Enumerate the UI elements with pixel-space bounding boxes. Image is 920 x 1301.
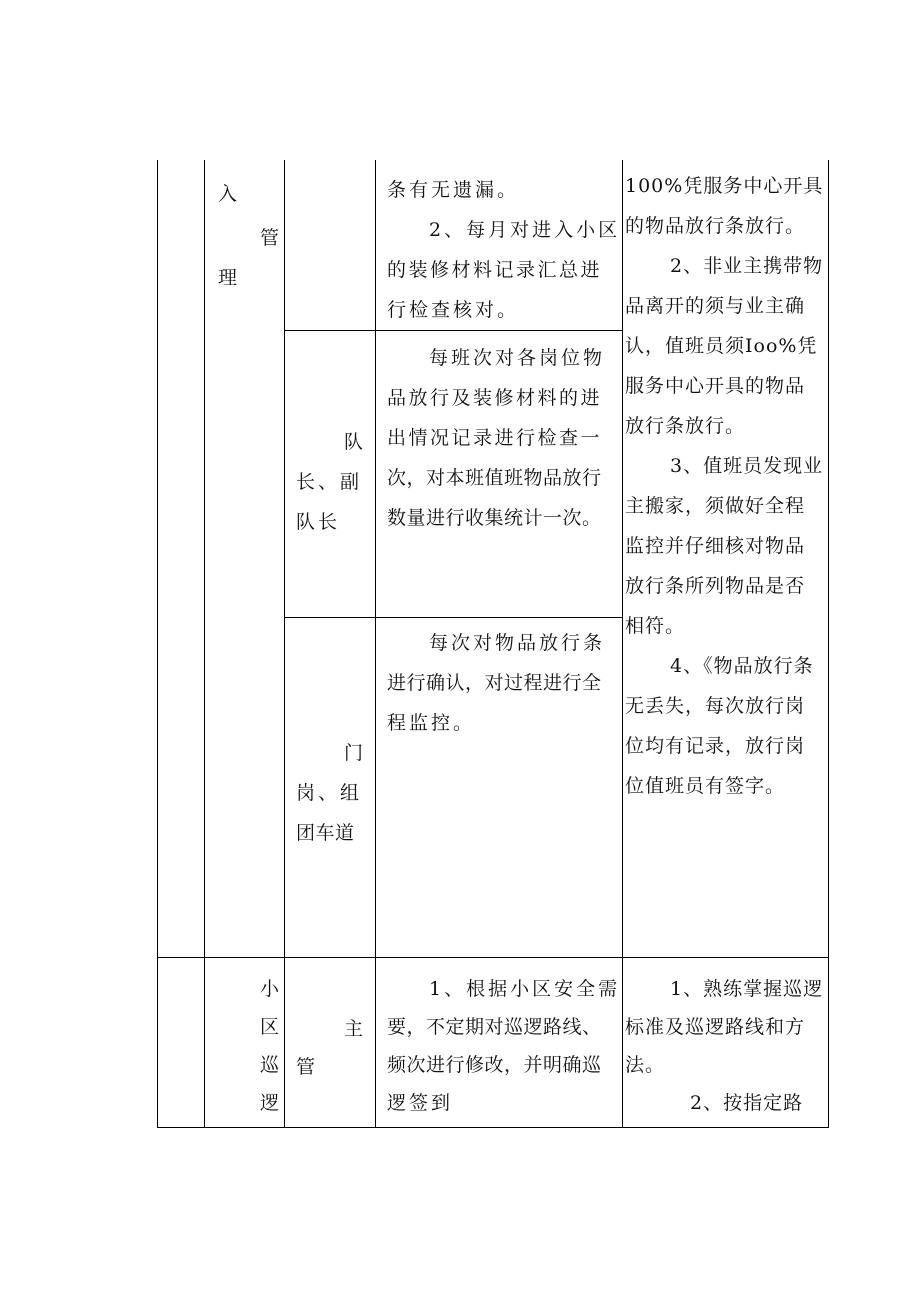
section2-standard (622, 957, 828, 1127)
role-line: 主 (344, 1018, 367, 1040)
text-line: 认，值班员须Ioo%凭 (625, 335, 818, 357)
text-line: 1、根据小区安全需 (429, 978, 621, 1000)
text-line: 标准及巡逻路线和方 (625, 1016, 806, 1038)
label-char: 小 (260, 978, 283, 1000)
text-line: 法。 (625, 1054, 666, 1076)
text-line: 监控并仔细核对物品 (625, 535, 806, 557)
text-line: 1、熟练掌握巡逻 (670, 978, 824, 1000)
text-line: 主搬家，须做好全程 (625, 495, 806, 517)
text-line: 相符。 (625, 615, 686, 637)
row-b-role (284, 330, 375, 617)
text-line: 无丢失，每次放行岗 (625, 695, 806, 717)
text-line: 要，不定期对巡逻路线、 (387, 1016, 602, 1038)
table-border-right (828, 160, 829, 1128)
text-line: 位值班员有签字。 (625, 775, 786, 797)
text-line: 放行条放行。 (625, 415, 746, 437)
table-border-bottom (157, 1127, 828, 1128)
text-line: 服务中心开具的物品 (625, 375, 806, 397)
text-line: 数量进行收集统计一次。 (387, 507, 602, 529)
text-line: 出情况记录进行检查一 (387, 427, 603, 449)
role-line: 岗、组 (296, 782, 363, 804)
text-line: 2、每月对进入小区 (429, 219, 621, 241)
text-line: 放行条所列物品是否 (625, 575, 806, 597)
text-line: 100%凭服务中心开具 (625, 175, 824, 197)
row-a-content (375, 160, 622, 330)
label-char: 逻 (260, 1092, 283, 1114)
label-char-1: 入 (218, 183, 241, 205)
row-b-content (375, 330, 622, 617)
section1-standard (622, 160, 828, 957)
text-line: 每次对物品放行条 (429, 632, 606, 654)
role-line: 管 (296, 1056, 319, 1078)
section2-role (284, 957, 375, 1127)
label-char-2: 管 (260, 227, 283, 249)
role-line: 门 (344, 742, 367, 764)
text-line: 条有无遗漏。 (387, 179, 520, 201)
text-line: 位均有记录，放行岗 (625, 735, 806, 757)
label-char-3: 理 (218, 267, 241, 289)
text-line: 的物品放行条放行。 (625, 215, 806, 237)
text-line: 2、按指定路 (690, 1092, 804, 1114)
table-border-left (157, 160, 158, 1128)
text-line: 的装修材料记录汇总进 (387, 259, 603, 281)
role-line: 队 (344, 431, 367, 453)
row-c-content (375, 617, 622, 957)
text-line: 每班次对各岗位物 (429, 347, 606, 369)
label-char: 区 (260, 1016, 283, 1038)
text-line: 频次进行修改，并明确巡 (387, 1054, 602, 1076)
text-line: 次，对本班值班物品放行 (387, 467, 602, 489)
text-line: 2、非业主携带物 (670, 255, 824, 277)
text-line: 行检查核对。 (387, 299, 520, 321)
role-line: 队长 (296, 511, 341, 533)
row-c-role (284, 617, 375, 957)
text-line: 品放行及装修材料的进 (387, 387, 603, 409)
section2-content (375, 957, 622, 1127)
text-line: 3、值班员发现业 (670, 455, 824, 477)
text-line: 进行确认，对过程进行全 (387, 672, 602, 694)
role-line: 团车道 (296, 822, 355, 844)
text-line: 程监控。 (387, 712, 476, 734)
role-line: 长、副 (296, 471, 363, 493)
section2-category-label (204, 957, 284, 1127)
text-line: 4、《物品放行条 (670, 655, 814, 677)
label-char: 巡 (260, 1054, 283, 1076)
section1-category-label (204, 160, 284, 300)
text-line: 品离开的须与业主确 (625, 295, 806, 317)
text-line: 逻签到 (387, 1092, 454, 1114)
